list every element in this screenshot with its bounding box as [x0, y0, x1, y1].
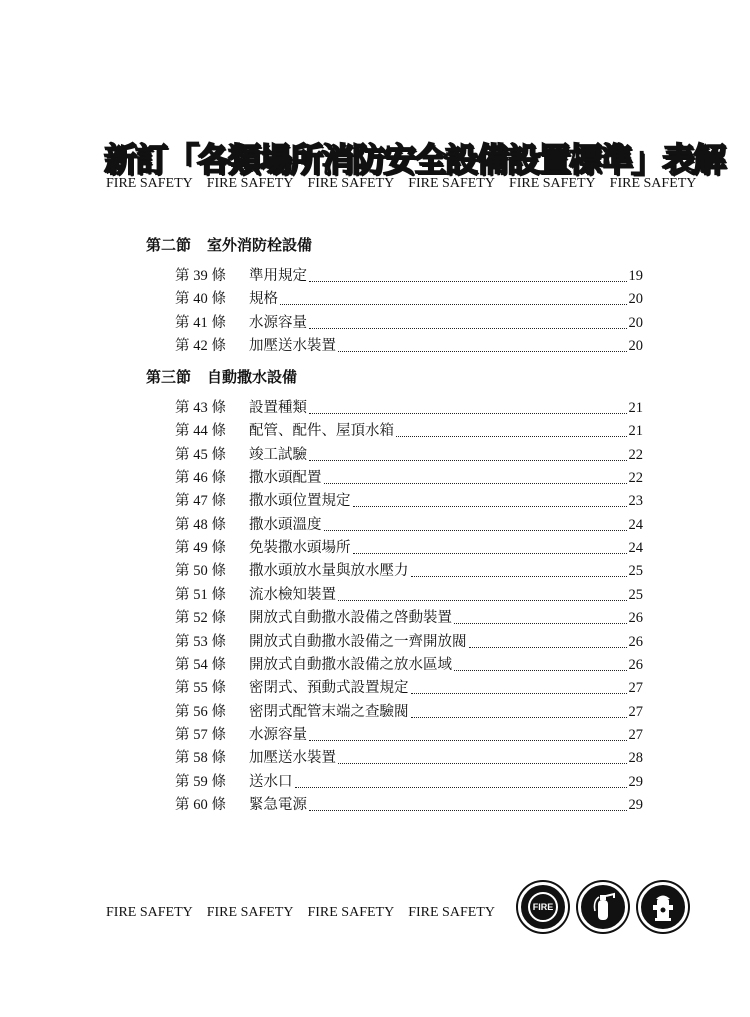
toc-entry — [175, 606, 643, 628]
article-num: 55 — [193, 680, 208, 697]
article-suffix: 條 — [211, 773, 226, 790]
entry-title: 開放式自動撒水設備之啓動裝置 — [249, 610, 452, 627]
page-number: 26 — [628, 610, 643, 627]
fire-hydrant-icon — [638, 882, 688, 932]
entry-title: 準用規定 — [249, 268, 307, 284]
article-num: 56 — [193, 703, 208, 720]
article-prefix: 第 — [175, 516, 190, 533]
dot-leader — [396, 435, 627, 437]
page-number: 27 — [628, 680, 643, 697]
dot-leader — [309, 327, 627, 329]
article-prefix: 第 — [175, 563, 190, 580]
toc-entry — [175, 653, 643, 675]
article-number — [175, 770, 249, 791]
article-prefix: 第 — [175, 656, 190, 673]
article-num: 44 — [193, 423, 208, 440]
toc-entry — [175, 443, 643, 465]
article-num: 45 — [193, 446, 208, 463]
page-number: 20 — [628, 291, 643, 308]
entry-title: 配管、配件、屋頂水箱 — [249, 423, 394, 440]
page-number: 23 — [628, 493, 643, 510]
article-number — [175, 264, 249, 285]
dot-leader — [309, 412, 627, 414]
toc-entry — [175, 746, 643, 768]
dot-leader — [309, 739, 627, 741]
article-suffix: 條 — [211, 750, 226, 767]
article-suffix: 條 — [211, 633, 226, 650]
toc-entry — [175, 700, 643, 722]
section-heading — [146, 234, 312, 255]
dot-leader — [324, 482, 627, 484]
page-number: 25 — [628, 563, 643, 580]
entry-title: 開放式自動撒水設備之一齊開放閥 — [249, 633, 467, 650]
article-number — [175, 536, 249, 557]
section-title: 自動撒水設備 — [207, 368, 298, 386]
fire-safety-text: FIRE SAFETY — [307, 176, 395, 191]
fire-extinguisher-icon — [578, 882, 628, 932]
article-number — [175, 287, 249, 308]
page-number: 19 — [628, 268, 643, 284]
section-heading — [146, 366, 297, 387]
article-prefix: 第 — [175, 314, 190, 331]
article-num: 50 — [193, 563, 208, 580]
article-num: 42 — [193, 338, 208, 355]
article-prefix: 第 — [175, 726, 190, 743]
article-num: 49 — [193, 540, 208, 557]
article-prefix: 第 — [175, 750, 190, 767]
article-num: 58 — [193, 750, 208, 767]
toc-entry — [175, 559, 643, 581]
article-prefix: 第 — [175, 470, 190, 487]
entry-title: 規格 — [249, 291, 278, 308]
article-number — [175, 606, 249, 627]
fire-safety-text: FIRE SAFETY — [206, 905, 294, 920]
dot-leader — [454, 669, 627, 671]
article-number — [175, 396, 249, 417]
article-prefix: 第 — [175, 633, 190, 650]
article-prefix: 第 — [175, 446, 190, 463]
article-prefix: 第 — [175, 773, 190, 790]
entry-title: 竣工試驗 — [249, 446, 307, 463]
toc-entry — [175, 311, 643, 333]
dot-leader — [338, 762, 627, 764]
article-number — [175, 489, 249, 510]
article-number — [175, 746, 249, 767]
section-title: 室外消防栓設備 — [207, 236, 313, 254]
page-number: 24 — [628, 540, 643, 557]
article-suffix: 條 — [211, 796, 226, 813]
page-number: 26 — [628, 633, 643, 650]
dot-leader — [338, 350, 627, 352]
fire-safety-text: FIRE SAFETY — [307, 905, 395, 920]
entry-title: 撒水頭溫度 — [249, 516, 322, 533]
entry-title: 密閉式配管末端之查驗閥 — [249, 703, 409, 720]
article-number — [175, 653, 249, 674]
toc-entry — [175, 334, 643, 356]
page-number: 22 — [628, 470, 643, 487]
article-prefix: 第 — [175, 268, 190, 284]
article-suffix: 條 — [211, 586, 226, 603]
article-prefix: 第 — [175, 291, 190, 308]
fire-safety-band-top — [106, 176, 697, 192]
article-suffix: 條 — [211, 563, 226, 580]
article-prefix: 第 — [175, 493, 190, 510]
page-number: 24 — [628, 516, 643, 533]
article-num: 53 — [193, 633, 208, 650]
entry-title: 送水口 — [249, 773, 293, 790]
article-num: 52 — [193, 610, 208, 627]
dot-leader — [353, 552, 627, 554]
article-number — [175, 793, 249, 814]
fire-safety-text: FIRE SAFETY — [508, 176, 596, 191]
entry-title: 撒水頭放水量與放水壓力 — [249, 563, 409, 580]
page-number: 21 — [628, 423, 643, 440]
article-prefix: 第 — [175, 586, 190, 603]
article-number — [175, 513, 249, 534]
article-suffix: 條 — [211, 314, 226, 331]
section-number: 第二節 — [146, 236, 192, 254]
page-number: 25 — [628, 586, 643, 603]
entry-title: 撒水頭配置 — [249, 470, 322, 487]
page-number: 27 — [628, 726, 643, 743]
article-num: 43 — [193, 400, 208, 416]
article-prefix: 第 — [175, 338, 190, 355]
toc-entry — [175, 466, 643, 488]
dot-leader — [338, 599, 627, 601]
article-prefix: 第 — [175, 540, 190, 557]
page-number: 29 — [628, 773, 643, 790]
article-suffix: 條 — [211, 268, 226, 284]
dot-leader — [295, 786, 627, 788]
article-suffix: 條 — [211, 400, 226, 416]
article-prefix: 第 — [175, 610, 190, 627]
dot-leader — [309, 280, 627, 282]
article-suffix: 條 — [211, 680, 226, 697]
toc-entry — [175, 723, 643, 745]
page-number: 28 — [628, 750, 643, 767]
fire-safety-band-bottom — [106, 905, 522, 921]
book-title: 新訂「各類場所消防安全設備設置標準」表解 — [104, 140, 724, 179]
article-suffix: 條 — [211, 423, 226, 440]
toc-entry — [175, 489, 643, 511]
article-suffix: 條 — [211, 726, 226, 743]
article-num: 48 — [193, 516, 208, 533]
entry-title: 緊急電源 — [249, 796, 307, 813]
dot-leader — [309, 809, 627, 811]
toc-entry — [175, 770, 643, 792]
dot-leader — [411, 575, 627, 577]
entry-title: 加壓送水裝置 — [249, 338, 336, 355]
page-number: 21 — [628, 400, 643, 416]
article-num: 51 — [193, 586, 208, 603]
entry-title: 撒水頭位置規定 — [249, 493, 351, 510]
article-num: 59 — [193, 773, 208, 790]
article-suffix: 條 — [211, 540, 226, 557]
article-number — [175, 630, 249, 651]
entry-title: 開放式自動撒水設備之放水區域 — [249, 656, 452, 673]
article-suffix: 條 — [211, 493, 226, 510]
article-num: 40 — [193, 291, 208, 308]
toc-entry — [175, 630, 643, 652]
toc-entry — [175, 287, 643, 309]
article-num: 47 — [193, 493, 208, 510]
article-num: 39 — [193, 268, 208, 284]
article-prefix: 第 — [175, 680, 190, 697]
article-number — [175, 443, 249, 464]
entry-title: 水源容量 — [249, 726, 307, 743]
article-number — [175, 311, 249, 332]
article-number — [175, 419, 249, 440]
entry-title: 免裝撒水頭場所 — [249, 540, 351, 557]
article-suffix: 條 — [211, 703, 226, 720]
article-number — [175, 559, 249, 580]
article-num: 41 — [193, 314, 208, 331]
dot-leader — [411, 716, 627, 718]
toc-entry — [175, 264, 643, 286]
article-number — [175, 723, 249, 744]
toc-entry — [175, 676, 643, 698]
fire-alarm-icon — [518, 882, 568, 932]
entry-title: 加壓送水裝置 — [249, 750, 336, 767]
article-number — [175, 700, 249, 721]
entry-title: 水源容量 — [249, 314, 307, 331]
article-prefix: 第 — [175, 796, 190, 813]
page-number: 29 — [628, 796, 643, 813]
article-suffix: 條 — [211, 338, 226, 355]
article-suffix: 條 — [211, 470, 226, 487]
dot-leader — [280, 303, 627, 305]
article-number — [175, 583, 249, 604]
toc-entry — [175, 536, 643, 558]
dot-leader — [411, 692, 627, 694]
fire-safety-text: FIRE SAFETY — [408, 905, 495, 920]
toc-entry — [175, 583, 643, 605]
page-number: 20 — [628, 314, 643, 331]
toc-entry — [175, 793, 643, 815]
section-number: 第三節 — [146, 368, 192, 386]
fire-safety-text: FIRE SAFETY — [106, 905, 193, 920]
page-number: 26 — [628, 656, 643, 673]
article-suffix: 條 — [211, 291, 226, 308]
entry-title: 設置種類 — [249, 400, 307, 416]
article-number — [175, 334, 249, 355]
article-suffix: 條 — [211, 656, 226, 673]
article-suffix: 條 — [211, 446, 226, 463]
fire-safety-text: FIRE SAFETY — [408, 176, 495, 191]
page-number: 20 — [628, 338, 643, 355]
article-num: 60 — [193, 796, 208, 813]
toc-entry — [175, 396, 643, 418]
dot-leader — [324, 529, 627, 531]
dot-leader — [309, 459, 627, 461]
fire-safety-text: FIRE SAFETY — [106, 176, 193, 191]
page-number: 22 — [628, 446, 643, 463]
entry-title: 流水檢知裝置 — [249, 586, 336, 603]
article-prefix: 第 — [175, 400, 190, 416]
footer-icons — [518, 882, 688, 932]
dot-leader — [353, 505, 627, 507]
entry-title: 密閉式、預動式設置規定 — [249, 680, 409, 697]
article-number — [175, 676, 249, 697]
article-number — [175, 466, 249, 487]
dot-leader — [469, 646, 627, 648]
fire-safety-text: FIRE SAFETY — [206, 176, 294, 191]
article-num: 57 — [193, 726, 208, 743]
article-num: 54 — [193, 656, 208, 673]
article-suffix: 條 — [211, 516, 226, 533]
toc-entry — [175, 419, 643, 441]
fire-safety-text: FIRE SAFETY — [609, 176, 697, 191]
page-number: 27 — [628, 703, 643, 720]
dot-leader — [454, 622, 627, 624]
article-num: 46 — [193, 470, 208, 487]
toc-entry — [175, 513, 643, 535]
article-prefix: 第 — [175, 703, 190, 720]
fire-icon-label: FIRE — [532, 902, 554, 912]
article-suffix: 條 — [211, 610, 226, 627]
article-prefix: 第 — [175, 423, 190, 440]
